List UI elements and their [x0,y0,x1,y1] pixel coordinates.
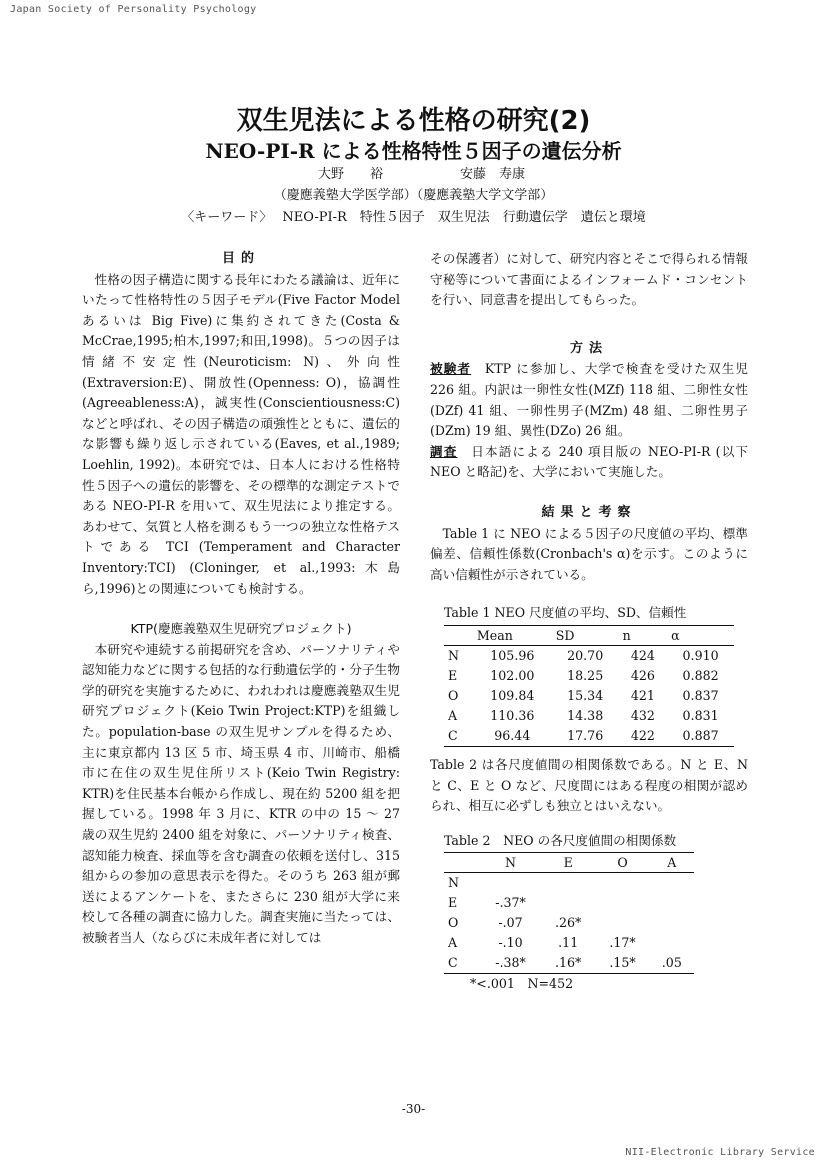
table-row [444,933,694,953]
table-cell [541,893,595,913]
table-cell: C [444,953,480,974]
table-cell [595,873,649,894]
table-2-note: *<.001 N=452 [470,976,574,992]
right-column [430,249,748,994]
author-1: 大野 裕 [318,167,384,182]
table-cell: 17.76 [552,726,619,747]
author-2: 安藤 寿康 [460,167,526,182]
survey-text: 日本語による 240 項目版の NEO-PI-R (以下 NEO と略記)を、大学において実施した。 [430,443,749,480]
table-cell [650,873,694,894]
affiliation: （慶應義塾大学医学部）（慶應義塾大学文学部） [273,188,554,203]
keywords: 〈キーワード〉 NEO-PI-R 特性５因子 双生児法 行動遺伝学 遺伝と環境 [181,210,646,225]
table-cell: 0.882 [682,667,719,683]
table-cell: .17* [609,935,636,951]
table-cell: -.37* [495,895,526,911]
table-2-caption: Table 2 NEO の各尺度値間の相関係数 [444,832,677,848]
table-cell: 421 [630,687,655,703]
table-cell [595,893,649,913]
table-cell: .26* [555,915,582,931]
running-footer: NII-Electronic Library Service [625,1147,815,1158]
table-cell: 15.34 [567,687,604,703]
table-cell: 0.831 [682,707,719,723]
table-cell: .11 [558,935,579,951]
table-row [444,645,734,666]
table-2-header: E [541,853,595,873]
table-1-header: Mean [473,625,552,645]
table-row [444,666,734,686]
table-cell: 422 [619,726,668,747]
table-cell: C [444,726,473,747]
subjects-text: KTP に参加し、大学で検査を受けた双生児 226 組。内訳は一卵性女性(MZf) 118 組、二卵性女性(DZf) 41 組、一卵性男子(MZm) 48 組、二卵性男子(DZm) 19 組、異性(DZo) 26 組。 [430,361,749,439]
subjects-paragraph [430,359,748,441]
table-cell: 424 [630,647,655,663]
table-2-header-row [444,853,694,873]
page-number: -30- [401,1102,426,1116]
table-cell: -.38* [480,953,541,974]
left-column [82,249,400,949]
table-1-header: SD [552,625,619,645]
table-cell: 96.44 [473,726,552,747]
ktp-paragraph-continued: その保護者）に対して、研究内容とそこで得られる情報守秘等について書面によるインフォームド・コンセントを行い、同意書を提出してもらった。 [430,251,748,308]
table-1-header: α [667,625,734,645]
table-cell: 102.00 [490,667,535,683]
table-cell: 105.96 [490,647,535,663]
table-2-header: N [480,853,541,873]
results-paragraph: Table 1 に NEO による５因子の尺度値の平均、標準偏差、信頼性係数(Cronbach's α)を示す。このように高い信頼性が示されている。 [430,525,748,582]
table-1 [444,603,734,747]
title-block [0,104,827,164]
table2-paragraph: Table 2 は各尺度値間の相関係数である。N と E、N と C、E と O など、尺度間にはある程度の相関が認められ、相互に必ずしも独立とはいえない。 [430,756,748,814]
table-cell: 0.887 [667,726,734,747]
table-row [444,953,694,974]
subjects-label: 被験者 [430,361,472,377]
table-cell: O [448,687,459,703]
table-2-header: A [650,853,694,873]
table-cell: E [448,895,458,911]
table-cell: E [448,667,458,683]
section-heading-purpose: 目的 [221,251,260,266]
table-cell [541,873,595,894]
table-row [444,706,734,726]
table-2 [444,831,694,975]
table-cell: 14.38 [567,707,604,723]
table-row [444,726,734,747]
section-heading-results: 結果と考察 [541,504,637,520]
table-cell [650,913,694,933]
table-cell: N [448,875,460,891]
ktp-paragraph: 本研究や連続する前掲研究を含め、パーソナリティや認知能力などに関する包括的な行動遺伝学的・分子生物学的研究を実施するために、われわれは慶應義塾双生児研究プロジェクト(Keio Twin Project:KTP)を組織した。population-base の双生児サンプルを得るため、主に東京都内 13 区 5 市、埼玉県 4 市、川崎市、船橋市に在住の双生児住所リスト(Keio Twin Registry: KTR)を住民基本台帳から作成し、現在約 5200 組を把握している。1998 年 3 月に、KTR の中の 15 ～ 27 歳の双生児約 2400 組を対象に、パーソナリティ検査、認知能力検査、採血等を含む調査の依頼を送付し、315 組からの参加の意思表示を得た。そのうち 263 組が郵送によるアンケートを、またさらに 230 組が大学に来校して各種の調査に協力した。調査実施に当たっては、被験者当人（ならびに未成年者に対しては [82,641,400,945]
table-1-header [444,625,473,645]
table-cell: .15* [595,953,649,974]
table-cell [650,893,694,913]
table-cell [650,933,694,953]
table-cell: -.10 [498,935,523,951]
table-cell: 20.70 [567,647,604,663]
table-cell: 426 [630,667,655,683]
table-cell: 110.36 [490,707,535,723]
section-heading-ktp: KTP(慶應義塾双生児研究プロジェクト) [130,621,352,637]
table-2-header [444,853,480,873]
survey-paragraph [430,442,748,483]
table-row [444,913,694,933]
table-cell: .05 [650,953,694,974]
table-cell [595,913,649,933]
table-cell: O [448,915,459,931]
table-1-header: n [619,625,668,645]
table-cell: .16* [541,953,595,974]
table-row [444,873,694,894]
table-row [444,893,694,913]
survey-label: 調査 [430,443,458,459]
table-cell: 0.910 [682,647,719,663]
purpose-paragraph: 性格の因子構造に関する長年にわたる議論は、近年にいたって性格特性の５因子モデル(Five Factor Model あるいは Big Five)に集約されてきた(Costa & McCrae,1995;柏木,1997;和田,1998)。５つの因子は情緒不安定性(Neuroticism: N)、外向性(Extraversion:E)、開放性(Openness: O)，協調性(Agreeableness:A)，誠実性(Conscientiousness:C)などと呼ばれ、その因子構造の頑強性とともに、遺伝的な影響も繰り返し示されている(Eaves, et al.,1989; Loehlin, 1992)。本研究では、日本人における性格特性５因子への遺伝的影響を、その標準的な測定テストである NEO-PI-R を用いて、双生児法により推定する。あわせて、気質と人格を測るもう一つの独立な性格テストである TCI (Temperament and Character Inventory:TCI) (Cloninger, et al.,1993:木島ら,1996)との関連についても検討する。 [82,271,400,596]
paper-subtitle: NEO-PI-R による性格特性５因子の遺伝分析 [205,139,622,163]
table-cell: A [448,935,458,951]
table-cell: 109.84 [490,687,535,703]
table-1-header-row [444,625,734,645]
table-1-caption: Table 1 NEO 尺度値の平均、SD、信頼性 [444,605,687,621]
table-cell: 0.837 [682,687,719,703]
running-header: Japan Society of Personality Psychology [10,4,257,15]
table-2-header: O [595,853,649,873]
table-cell: -.07 [498,915,523,931]
table-cell [480,873,541,894]
table-row [444,686,734,706]
table-cell: 18.25 [567,667,604,683]
table-cell: N [448,647,460,663]
table-cell: A [448,707,458,723]
table-cell: 432 [630,707,655,723]
paper-title: 双生児法による性格の研究(2) [236,106,591,136]
section-heading-method: 方法 [569,340,608,356]
